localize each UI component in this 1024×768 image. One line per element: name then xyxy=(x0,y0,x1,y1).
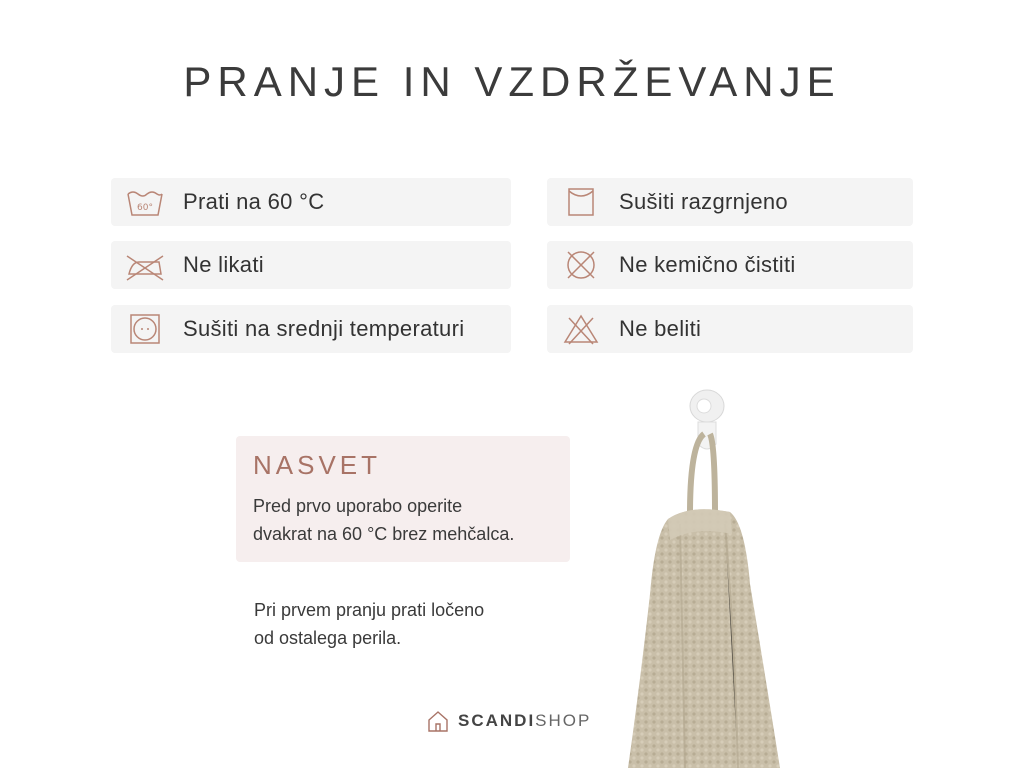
dry-flat-icon xyxy=(561,185,601,219)
wash-60-icon xyxy=(125,185,165,219)
tip-line-1: Pred prvo uporabo operite xyxy=(253,496,463,516)
care-item-no-dry-clean xyxy=(547,241,913,289)
care-label-no-iron: Ne likati xyxy=(183,252,264,277)
tip-text xyxy=(253,492,563,548)
tip-line-2: dvakrat na 60 °C brez mehčalca. xyxy=(253,524,515,544)
care-label-wash: Prati na 60 °C xyxy=(183,189,325,214)
no-dry-clean-icon xyxy=(561,248,601,282)
care-item-dry-flat xyxy=(547,178,913,226)
care-label-no-dry-clean: Ne kemično čistiti xyxy=(619,252,796,277)
logo-text xyxy=(458,711,591,731)
wash-60-icon-text: 60° xyxy=(137,203,153,213)
logo-text-scandi: SCANDI xyxy=(458,711,536,730)
logo-text-shop: SHOP xyxy=(535,711,592,730)
no-bleach-icon xyxy=(561,312,601,346)
no-iron-icon xyxy=(125,248,165,282)
page-title: PRANJE IN VZDRŽEVANJE xyxy=(183,58,841,105)
note-line-1: Pri prvem pranju prati ločeno xyxy=(254,600,485,620)
washing-note xyxy=(254,596,574,652)
tip-box xyxy=(236,436,570,562)
care-item-no-iron xyxy=(111,241,511,289)
care-label-no-bleach: Ne beliti xyxy=(619,316,702,341)
care-item-no-bleach xyxy=(547,305,913,353)
care-label-dry-flat: Sušiti razgrnjeno xyxy=(619,189,788,214)
tumble-dry-medium-icon xyxy=(125,312,165,346)
care-item-wash-60 xyxy=(111,178,511,226)
towel-on-hook-image xyxy=(620,384,810,768)
house-icon xyxy=(426,709,450,733)
scandishop-logo xyxy=(426,708,591,734)
care-item-tumble-dry xyxy=(111,305,511,353)
note-line-2: od ostalega perila. xyxy=(254,628,402,648)
tip-title: NASVET xyxy=(253,450,382,480)
care-label-tumble-dry: Sušiti na srednji temperaturi xyxy=(183,316,465,341)
